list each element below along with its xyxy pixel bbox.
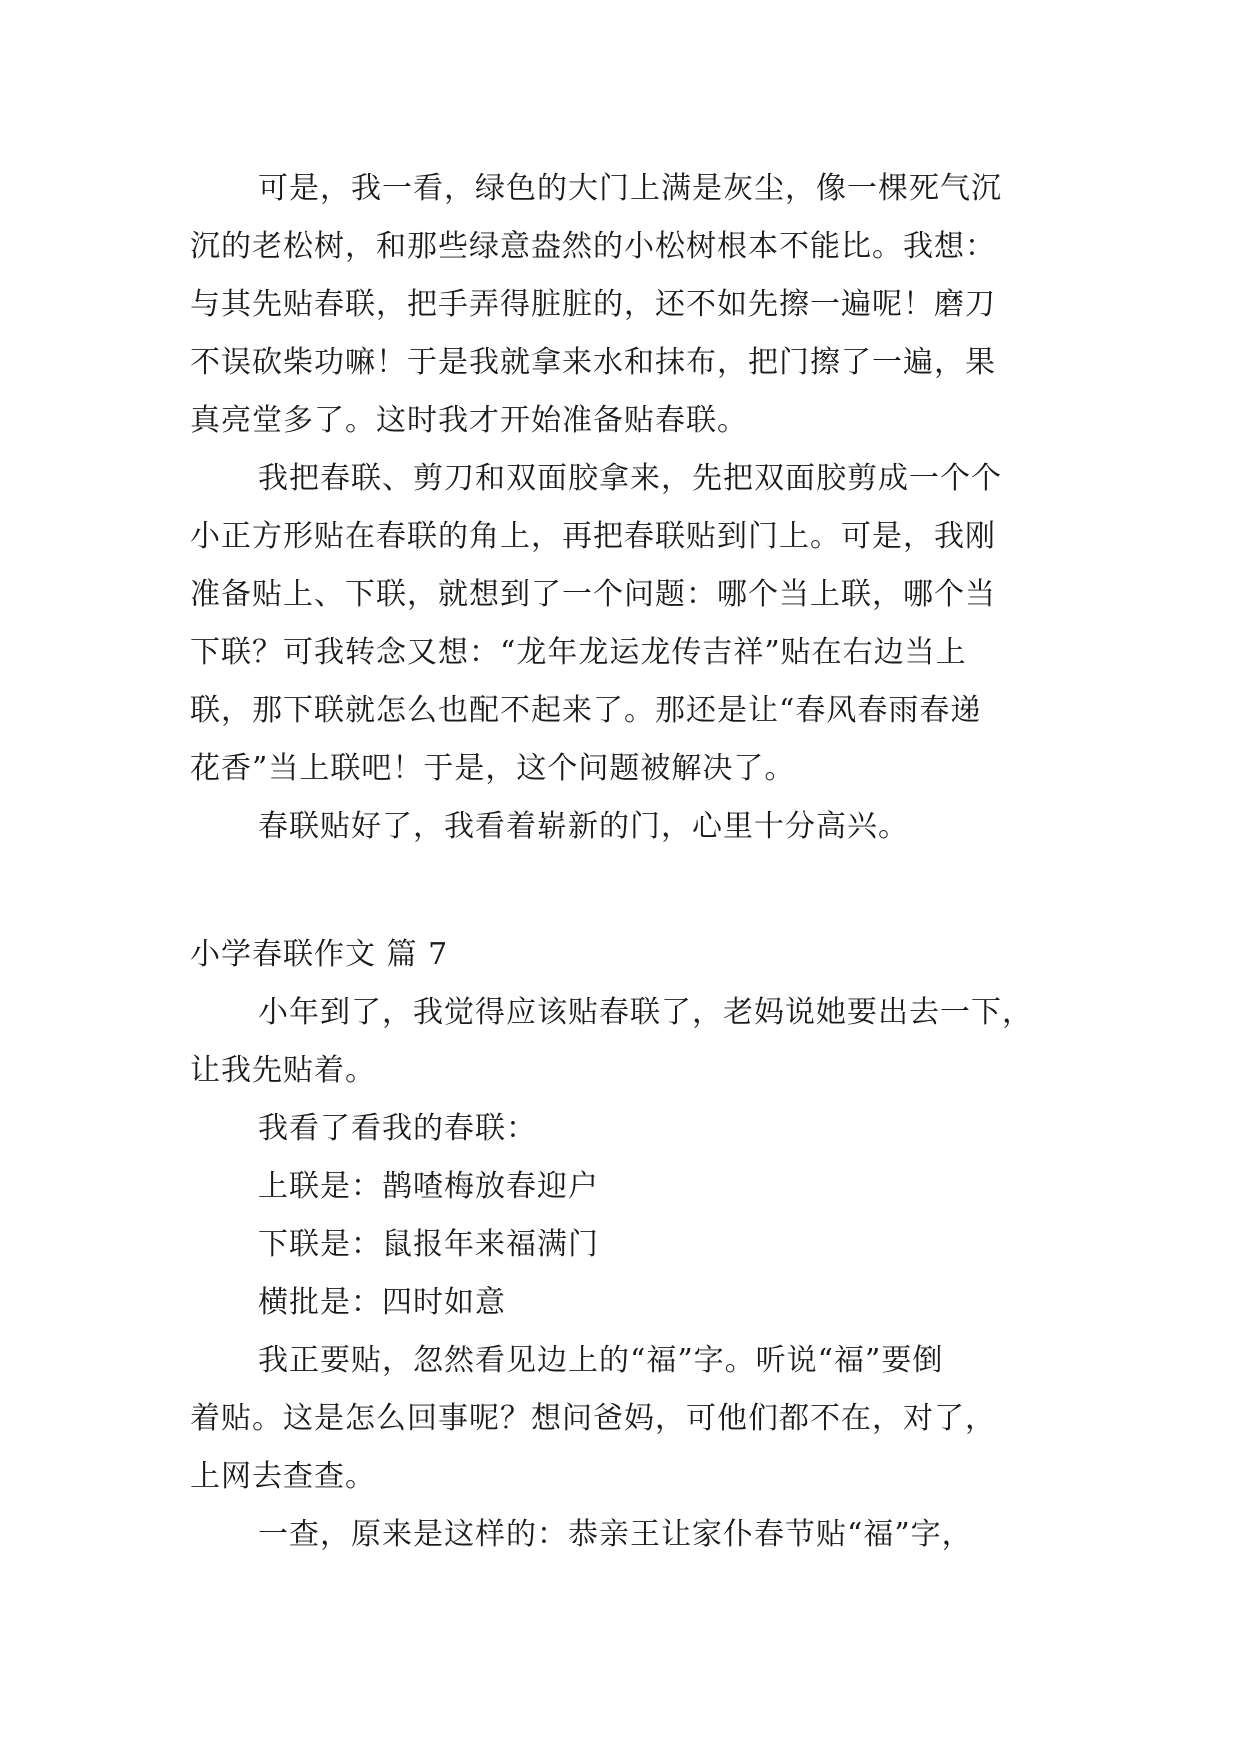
text-line: 可是，我一看，绿色的大门上满是灰尘，像一棵死气沉 — [258, 171, 1002, 206]
text-line: 下联？可我转念又想：“龙年龙运龙传吉祥”贴在右边当上 — [190, 635, 967, 670]
paragraph: 一查，原来是这样的：恭亲王让家仆春节贴“福”字， — [258, 1517, 973, 1552]
text-line: 上网去查查。 — [190, 1459, 376, 1494]
text-line: 小年到了，我觉得应该贴春联了，老妈说她要出去一下， — [258, 995, 1033, 1030]
section-spacer — [190, 856, 1060, 926]
paragraph — [190, 984, 1060, 1100]
text-line: 春联贴好了，我看着崭新的门，心里十分高兴。 — [258, 809, 909, 844]
text-line: 与其先贴春联，把手弄得脏脏的，还不如先擦一遍呢！磨刀 — [190, 287, 996, 322]
text-line: 花香”当上联吧！于是，这个问题被解决了。 — [190, 751, 796, 786]
text-line: 不误砍柴功嘛！于是我就拿来水和抹布，把门擦了一遍，果 — [190, 345, 996, 380]
paragraph — [190, 160, 1060, 450]
paragraph — [190, 798, 1060, 856]
text-line: 联，那下联就怎么也配不起来了。那还是让“春风春雨春递 — [190, 693, 982, 728]
section-title: 小学春联作文 篇 7 — [190, 937, 449, 972]
text-line: 我正要贴，忽然看见边上的“福”字。听说“福”要倒 — [258, 1343, 944, 1378]
text-line: 让我先贴着。 — [190, 1053, 376, 1088]
text-line: 着贴。这是怎么回事呢？想问爸妈，可他们都不在，对了， — [190, 1401, 996, 1436]
couplet-upper-line: 上联是：鹊喳梅放春迎户 — [258, 1169, 599, 1204]
text-line: 真亮堂多了。这时我才开始准备贴春联。 — [190, 403, 748, 438]
document-body — [190, 160, 1060, 1564]
paragraph — [190, 450, 1060, 798]
paragraph — [190, 1332, 1060, 1506]
text-line: 小正方形贴在春联的角上，再把春联贴到门上。可是，我刚 — [190, 519, 996, 554]
text-line: 我把春联、剪刀和双面胶拿来，先把双面胶剪成一个个 — [258, 461, 1002, 496]
couplet-horizontal-line: 横批是：四时如意 — [258, 1285, 506, 1320]
couplet-lower-line: 下联是：鼠报年来福满门 — [258, 1227, 599, 1262]
paragraph: 我看了看我的春联： — [258, 1111, 537, 1146]
text-line: 准备贴上、下联，就想到了一个问题：哪个当上联，哪个当 — [190, 577, 996, 612]
text-line: 沉的老松树，和那些绿意盎然的小松树根本不能比。我想： — [190, 229, 996, 264]
